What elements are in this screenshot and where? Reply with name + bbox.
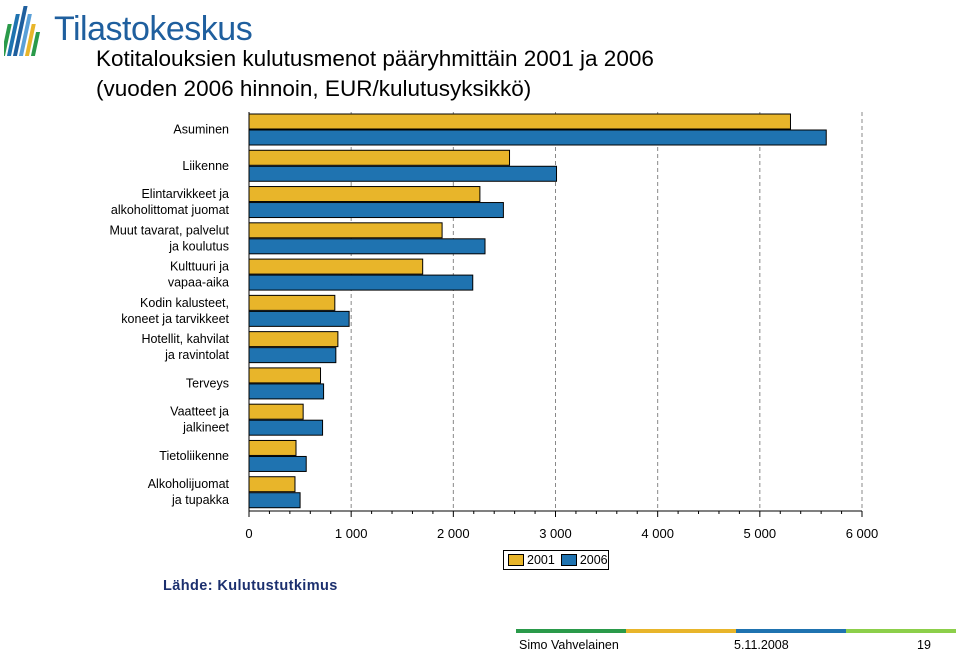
- bar-2006: [249, 239, 485, 254]
- source-note: Lähde: Kulutustutkimus: [163, 578, 338, 594]
- bar-2001: [249, 440, 296, 455]
- category-label: Liikenne: [182, 158, 229, 173]
- bar-2001: [249, 114, 790, 129]
- x-tick-label: 2 000: [437, 526, 470, 541]
- category-label: Terveys: [185, 376, 229, 391]
- footer-bar-segment: [846, 629, 956, 633]
- bar-2001: [249, 187, 480, 202]
- slide-title-line-1: Kotitalouksien kulutusmenot pääryhmittäin 2001 ja 2006: [96, 46, 654, 71]
- bar-2001: [249, 404, 303, 419]
- legend-swatch-2001: [508, 554, 524, 566]
- footer-color-bar: [516, 629, 956, 633]
- category-label: vapaa-aika: [167, 275, 229, 290]
- x-tick-label: 0: [245, 526, 253, 541]
- bar-2006: [249, 456, 306, 471]
- category-label: Asuminen: [173, 122, 229, 137]
- bar-2006: [249, 348, 336, 363]
- bar-2001: [249, 223, 442, 238]
- x-tick-label: 5 000: [743, 526, 777, 541]
- footer-bar-segment: [516, 629, 626, 633]
- category-label: Kodin kalusteet,: [140, 295, 229, 310]
- legend-item-2001: [508, 553, 555, 567]
- bar-2001: [249, 295, 335, 310]
- bar-2006: [249, 493, 300, 508]
- chart-legend: [503, 550, 609, 570]
- category-label: koneet ja tarvikkeet: [121, 311, 229, 326]
- category-label: Hotellit, kahvilat: [141, 332, 229, 347]
- footer-date: 5.11.2008: [734, 638, 789, 652]
- bar-2001: [249, 150, 510, 165]
- bar-2006: [249, 311, 349, 326]
- bar-2001: [249, 259, 423, 274]
- category-label: Tietoliikenne: [159, 448, 229, 463]
- category-label: Vaatteet ja: [170, 404, 229, 419]
- category-label: jalkineet: [183, 420, 229, 435]
- x-tick-label: 3 000: [539, 526, 572, 541]
- category-label: alkoholittomat juomat: [110, 203, 229, 218]
- bar-2006: [249, 130, 826, 145]
- legend-label-2006: 2006: [579, 553, 608, 567]
- category-label: Elintarvikkeet ja: [141, 187, 229, 202]
- bar-2001: [249, 477, 295, 492]
- category-label: Muut tavarat, palvelut: [109, 223, 229, 238]
- category-label: ja ravintolat: [165, 348, 229, 363]
- bar-2001: [249, 332, 338, 347]
- slide-title-line-2: (vuoden 2006 hinnoin, EUR/kulutusyksikkö): [96, 76, 532, 101]
- footer-bar-segment: [736, 629, 846, 633]
- category-label: Kulttuuri ja: [169, 259, 229, 274]
- category-label: ja tupakka: [172, 493, 229, 508]
- category-label: Alkoholijuomat: [147, 477, 229, 492]
- bar-2006: [249, 203, 503, 218]
- x-tick-label: 1 000: [334, 526, 368, 541]
- legend-label-2001: 2001: [527, 553, 555, 567]
- x-tick-label: 6 000: [845, 526, 879, 541]
- bar-2001: [249, 368, 321, 383]
- legend-swatch-2006: [561, 554, 577, 566]
- footer-page-number: 19: [917, 638, 931, 652]
- bar-2006: [249, 166, 557, 181]
- logo-text: Tilastokeskus: [54, 10, 253, 48]
- bar-2006: [249, 384, 324, 399]
- bar-2006: [249, 420, 323, 435]
- bar-2006: [249, 275, 473, 290]
- x-tick-label: 4 000: [641, 526, 674, 541]
- category-label: ja koulutus: [169, 239, 229, 254]
- footer-author: Simo Vahvelainen: [519, 638, 619, 652]
- footer-bar-segment: [626, 629, 736, 633]
- legend-item-2006: [561, 553, 608, 567]
